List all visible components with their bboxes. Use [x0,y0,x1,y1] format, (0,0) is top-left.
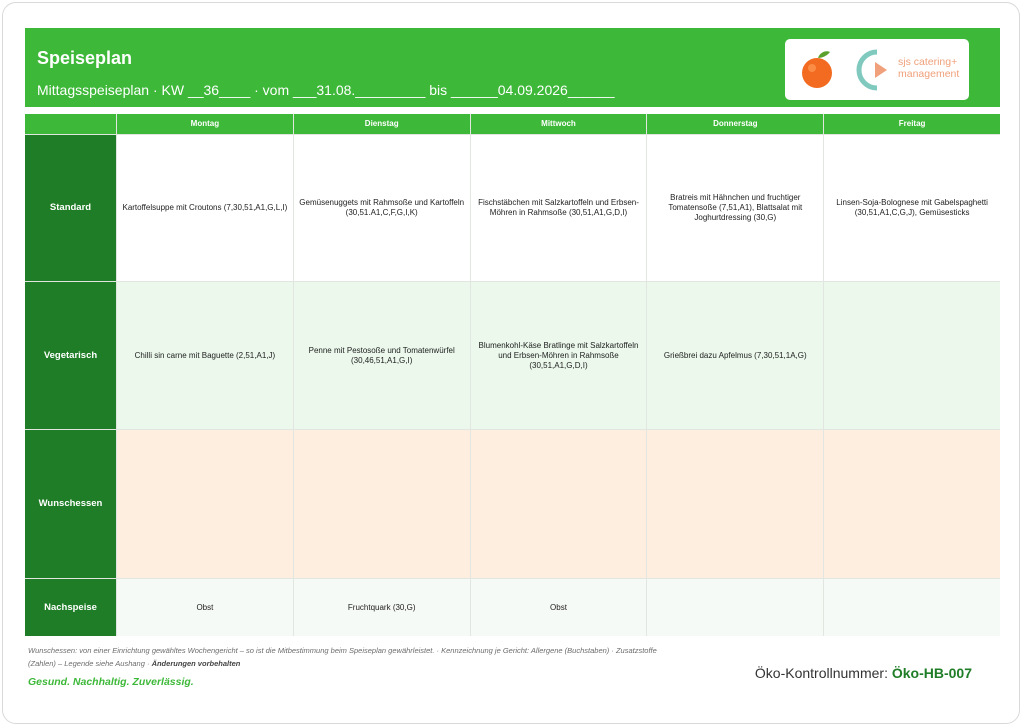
day-header-dienstag: Dienstag [294,114,470,134]
logo-box [785,39,969,100]
menu-cell: Kartoffelsuppe mit Croutons (7,30,51,A1,G,L,I) [117,135,293,281]
menu-cell [471,430,647,578]
brand-name [898,56,959,80]
footnote-changes: Änderungen vorbehalten [151,658,241,668]
menu-cell: Linsen-Soja-Bolognese mit Gabelspaghetti (30,51,A1,C,G,J), Gemüsesticks [824,135,1000,281]
row-label-nachspeise: Nachspeise [25,579,116,636]
menu-cell: Gemüsenuggets mit Rahmsoße und Kartoffeln (30,51.A1,C,F,G,I,K) [294,135,470,281]
menu-cell [647,579,823,636]
menu-cell: Fruchtquark (30,G) [294,579,470,636]
eco-control-code: Öko-HB-007 [891,665,972,681]
menu-cell [294,430,470,578]
table-corner [25,114,116,134]
sjs-logo-icon [853,48,893,92]
day-header-freitag: Freitag [824,114,1000,134]
row-label-wunschessen: Wunschessen [25,430,116,578]
menu-cell: Bratreis mit Hähnchen und fruchtiger Tomatensoße (7,51,A1), Blattsalat mit Joghurtdressing (30,G) [647,135,823,281]
menu-cell: Chilli sin carne mit Baguette (2,51,A1,J) [117,282,293,429]
menu-cell [824,579,1000,636]
menu-cell: Grießbrei dazu Apfelmus (7,30,51,1A,G) [647,282,823,429]
menu-cell [117,430,293,578]
menu-week-subtitle: Mittagsspeiseplan · KW __36____ · vom ___31.08._________ bis ______04.09.2026______ [37,82,615,98]
eco-control-label: Öko-Kontrollnummer: [754,665,892,681]
page-title: Speiseplan [37,48,133,68]
menu-cell [824,282,1000,429]
menu-table [25,114,1000,636]
brand-line-2: management [898,68,960,80]
menu-cell: Obst [117,579,293,636]
menu-cell: Fischstäbchen mit Salzkartoffeln und Erbsen-Möhren in Rahmsoße (30,51,A1,G,D,I) [471,135,647,281]
day-header-donnerstag: Donnerstag [647,114,823,134]
row-label-standard: Standard [25,135,116,281]
slogan: Gesund. Nachhaltig. Zuverlässig. [28,676,194,688]
header-banner [25,28,1000,107]
brand-line-1: sjs catering+ [898,56,958,68]
footnote-text: Wunschessen: von einer Einrichtung gewähltes Wochengericht – so ist die Mitbestimmung beim Speiseplan gewährleistet. · Kennzeichnung je Gericht: Allergene (Buchstaben) · Zusatzstoffe (Zahlen) – Legende siehe Aushang · [28,646,657,668]
day-header-mittwoch: Mittwoch [471,114,647,134]
day-header-montag: Montag [117,114,293,134]
menu-cell: Blumenkohl-Käse Bratlinge mit Salzkartoffeln und Erbsen-Möhren in Rahmsoße (30,51,A1,G,D,I) [471,282,647,429]
menu-cell [647,430,823,578]
eco-control-number [755,665,972,681]
menu-cell [824,430,1000,578]
menu-cell: Obst [471,579,647,636]
footnote [28,645,668,670]
orange-icon [801,49,835,89]
row-label-vegetarisch: Vegetarisch [25,282,116,429]
menu-cell: Penne mit Pestosoße und Tomatenwürfel (30,46,51,A1,G,I) [294,282,470,429]
